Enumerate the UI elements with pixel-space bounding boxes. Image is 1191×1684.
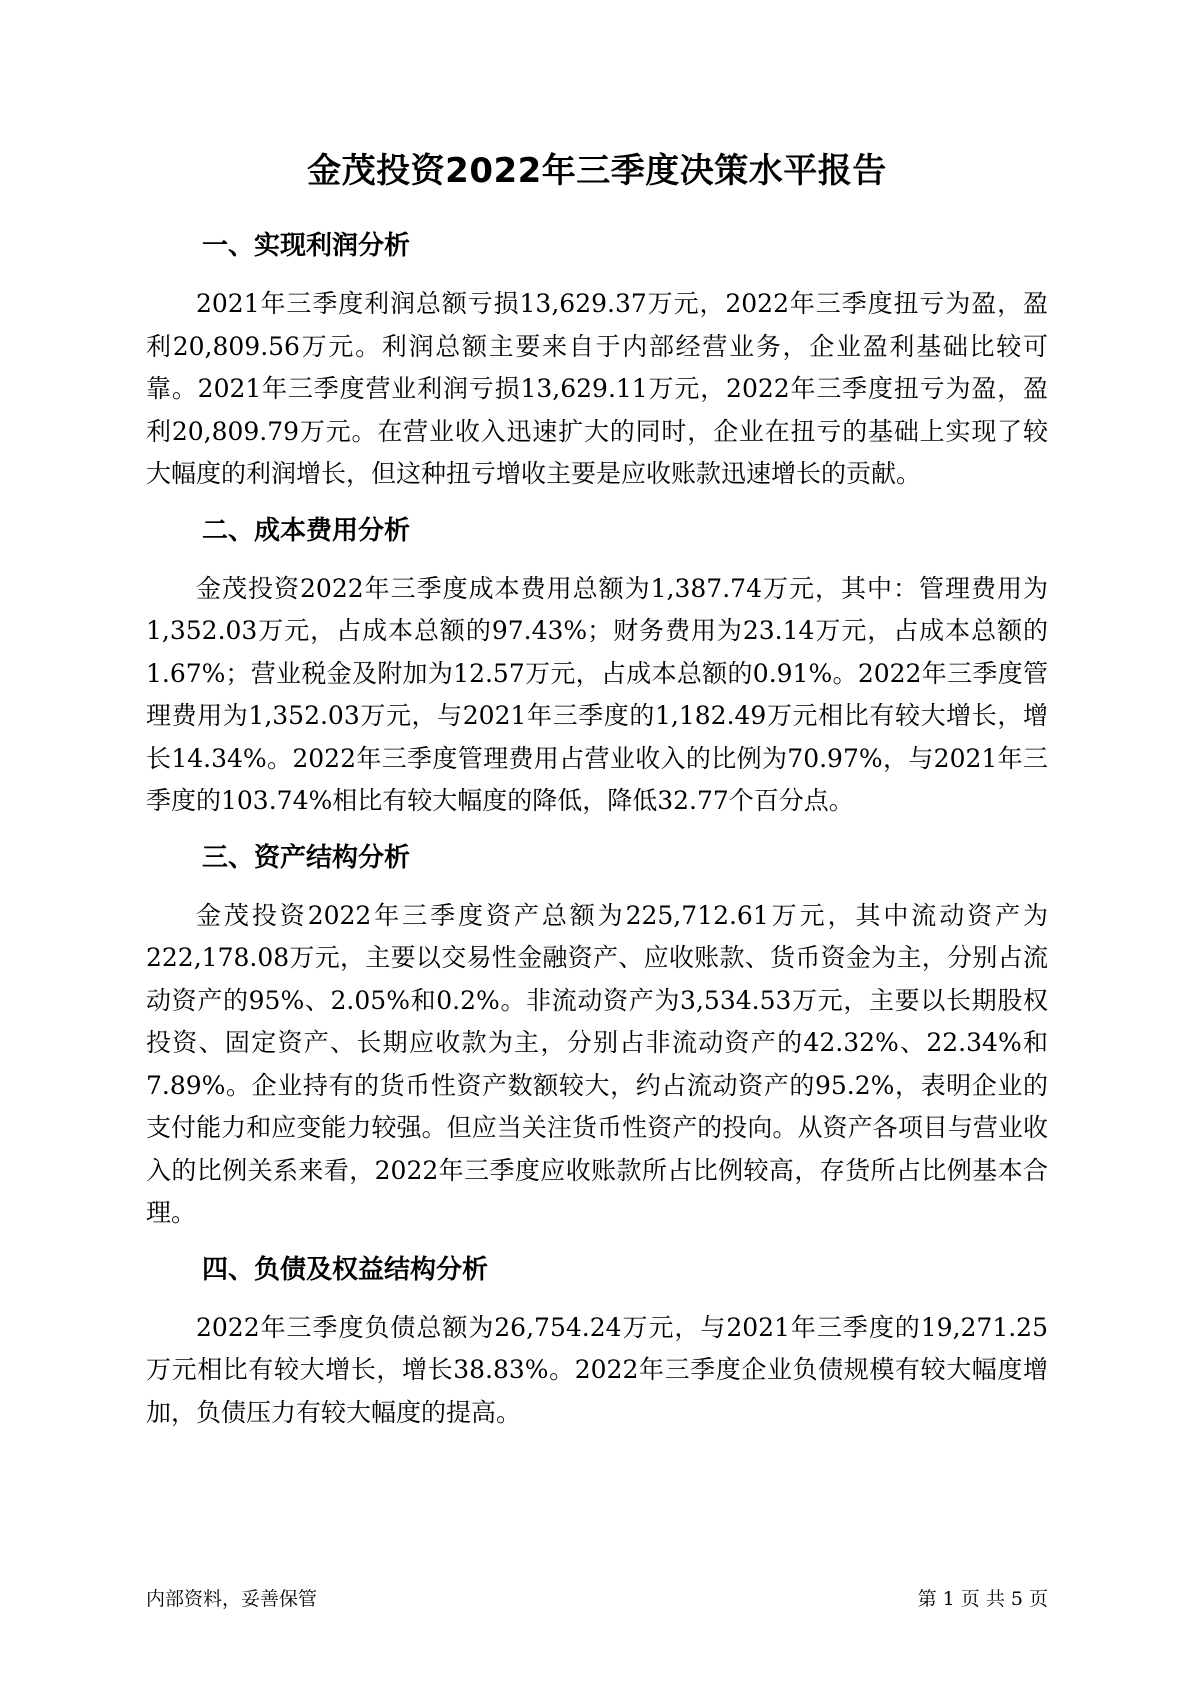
document-body — [146, 145, 1048, 1450]
section-heading-profit: 一、实现利润分析 — [202, 231, 411, 261]
section-paragraph-profit: 2021年三季度利润总额亏损13,629.37万元，2022年三季度扭亏为盈，盈利20,809.56万元。利润总额主要来自于内部经营业务，企业盈利基础比较可靠。2021年三季度营业利润亏损13,629.11万元，2022年三季度扭亏为盈，盈利20,809.79万元。在营业收入迅速扩大的同时，企业在扭亏的基础上实现了较大幅度的利润增长，但这种扭亏增收主要是应收账款迅速增长的贡献。 — [146, 289, 1048, 488]
section-paragraph-assets: 金茂投资2022年三季度资产总额为225,712.61万元，其中流动资产为222,178.08万元，主要以交易性金融资产、应收账款、货币资金为主，分别占流动资产的95%、2.05%和0.2%。非流动资产为3,534.53万元，主要以长期股权投资、固定资产、长期应收款为主，分别占非流动资产的42.32%、22.34%和7.89%。企业持有的货币性资产数额较大，约占流动资产的95.2%，表明企业的支付能力和应变能力较强。但应当关注货币性资产的投向。从资产各项目与营业收入的比例关系来看，2022年三季度应收账款所占比例较高，存货所占比例基本合理。 — [146, 900, 1048, 1227]
section-paragraph-cost: 金茂投资2022年三季度成本费用总额为1,387.74万元，其中：管理费用为1,352.03万元，占成本总额的97.43%；财务费用为23.14万元，占成本总额的1.67%；营业税金及附加为12.57万元，占成本总额的0.91%。2022年三季度管理费用为1,352.03万元，与2021年三季度的1,182.49万元相比有较大增长，增长14.34%。2022年三季度管理费用占营业收入的比例为70.97%，与2021年三季度的103.74%相比有较大幅度的降低，降低32.77个百分点。 — [146, 573, 1048, 815]
document-title: 金茂投资2022年三季度决策水平报告 — [307, 151, 887, 191]
section-paragraph-liabilities: 2022年三季度负债总额为26,754.24万元，与2021年三季度的19,271.25万元相比有较大增长，增长38.83%。2022年三季度企业负债规模有较大幅度增加，负债压力有较大幅度的提高。 — [146, 1312, 1048, 1427]
confidentiality-note: 内部资料，妥善保管 — [146, 1588, 318, 1610]
page-number: 第 1 页 共 5 页 — [917, 1588, 1048, 1610]
section-heading-liabilities: 四、负债及权益结构分析 — [202, 1254, 489, 1285]
section-heading-cost: 二、成本费用分析 — [202, 515, 411, 546]
section-heading-assets: 三、资产结构分析 — [202, 842, 411, 873]
